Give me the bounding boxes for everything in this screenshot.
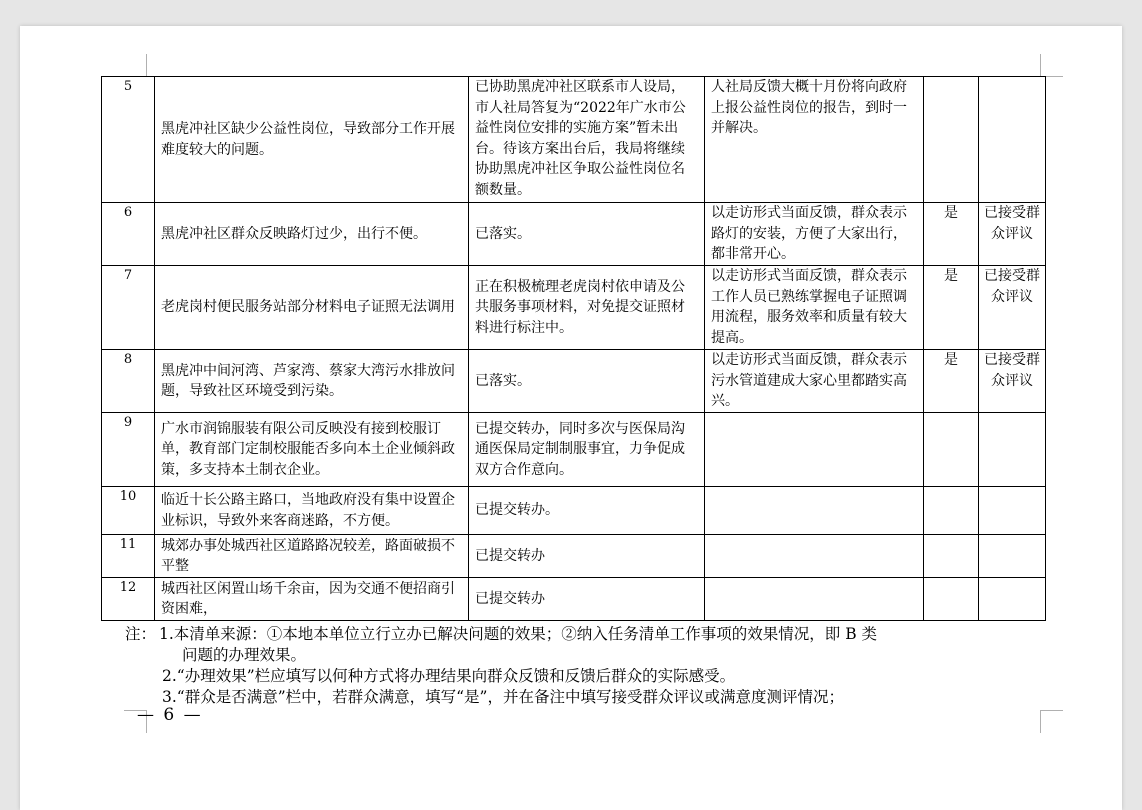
note-cell: 已接受群众评议 [979,350,1046,413]
table-row [102,535,1046,578]
satisfied-cell [924,77,979,203]
note-item-3: 3.“群众是否满意”栏中，若群众满意，填写“是”，并在备注中填写接受群众评议或满意度测评情况； [162,688,844,706]
crop-mark-bottom-right [1040,710,1063,733]
note-cell [979,578,1046,621]
row-number: 5 [102,77,155,203]
issue-cell: 黑虎冲社区缺少公益性岗位，导致部分工作开展难度较大的问题。 [155,77,469,203]
row-number: 7 [102,266,155,350]
table-notes [125,624,1025,708]
issues-table [101,76,1046,621]
table-row [102,578,1046,621]
feedback-cell: 人社局反馈大概十月份将向政府上报公益性岗位的报告，到时一并解决。 [705,77,924,203]
row-number: 11 [102,535,155,578]
issue-cell: 黑虎冲中间河湾、芦家湾、蔡家大湾污水排放问题，导致社区环境受到污染。 [155,350,469,413]
note-item-1 [125,624,1025,645]
table-row [102,350,1046,413]
feedback-cell: 以走访形式当面反馈，群众表示工作人员已熟练掌握电子证照调用流程，服务效率和质量有较大提高。 [705,266,924,350]
satisfied-cell [924,535,979,578]
page-number: — 6 — [137,705,203,725]
table-row [102,203,1046,266]
progress-cell: 已提交转办。 [469,487,705,535]
row-number: 6 [102,203,155,266]
feedback-cell: 以走访形式当面反馈，群众表示路灯的安装，方便了大家出行，都非常开心。 [705,203,924,266]
issue-cell: 黑虎冲社区群众反映路灯过少，出行不便。 [155,203,469,266]
issue-cell: 临近十长公路主路口，当地政府没有集中设置企业标识，导致外来客商迷路，不方便。 [155,487,469,535]
issue-cell: 城西社区闲置山场千余亩，因为交通不便招商引资困难， [155,578,469,621]
crop-mark-top-right [1040,54,1063,77]
note-cell [979,413,1046,487]
satisfied-cell [924,413,979,487]
issue-cell: 广水市润锦服装有限公司反映没有接到校服订单，教育部门定制校服能否多向本土企业倾斜政策，多支持本土制衣企业。 [155,413,469,487]
feedback-cell [705,535,924,578]
row-number: 8 [102,350,155,413]
note-cell [979,535,1046,578]
feedback-cell: 以走访形式当面反馈，群众表示污水管道建成大家心里都踏实高兴。 [705,350,924,413]
note-cell [979,487,1046,535]
progress-cell: 已协助黑虎冲社区联系市人设局，市人社局答复为“2022年广水市公益性岗位安排的实施方案”暂未出台。待该方案出台后，我局将继续协助黑虎冲社区争取公益性岗位名额数量。 [469,77,705,203]
table-row [102,487,1046,535]
row-number: 10 [102,487,155,535]
satisfied-cell: 是 [924,203,979,266]
progress-cell: 已提交转办，同时多次与医保局沟通医保局定制制服事宜，力争促成双方合作意向。 [469,413,705,487]
note-item-2: 2.“办理效果”栏应填写以何种方式将办理结果向群众反馈和反馈后群众的实际感受。 [162,667,736,685]
progress-cell: 正在积极梳理老虎岗村依申请及公共服务事项材料，对免提交证照材料进行标注中。 [469,266,705,350]
notes-label: 注： [125,625,157,643]
note-cell: 已接受群众评议 [979,203,1046,266]
issue-cell: 城郊办事处城西社区道路路况较差，路面破损不平整 [155,535,469,578]
progress-cell: 已提交转办 [469,535,705,578]
row-number: 9 [102,413,155,487]
issue-cell: 老虎岗村便民服务站部分材料电子证照无法调用 [155,266,469,350]
table-row [102,413,1046,487]
feedback-cell [705,487,924,535]
table-row [102,266,1046,350]
note-item-1-number: 1. [159,625,174,643]
satisfied-cell [924,578,979,621]
row-number: 12 [102,578,155,621]
satisfied-cell [924,487,979,535]
progress-cell: 已落实。 [469,350,705,413]
progress-cell: 已提交转办 [469,578,705,621]
table-row [102,77,1046,203]
feedback-cell [705,413,924,487]
crop-mark-top-left [124,54,147,77]
satisfied-cell: 是 [924,266,979,350]
note-cell: 已接受群众评议 [979,266,1046,350]
feedback-cell [705,578,924,621]
progress-cell: 已落实。 [469,203,705,266]
note-item-1-text: 本清单来源：①本地本单位立行立办已解决问题的效果；②纳入任务清单工作事项的效果情况，即 B 类 [173,625,878,643]
satisfied-cell: 是 [924,350,979,413]
note-item-1-continuation: 问题的办理效果。 [182,646,307,664]
note-cell [979,77,1046,203]
